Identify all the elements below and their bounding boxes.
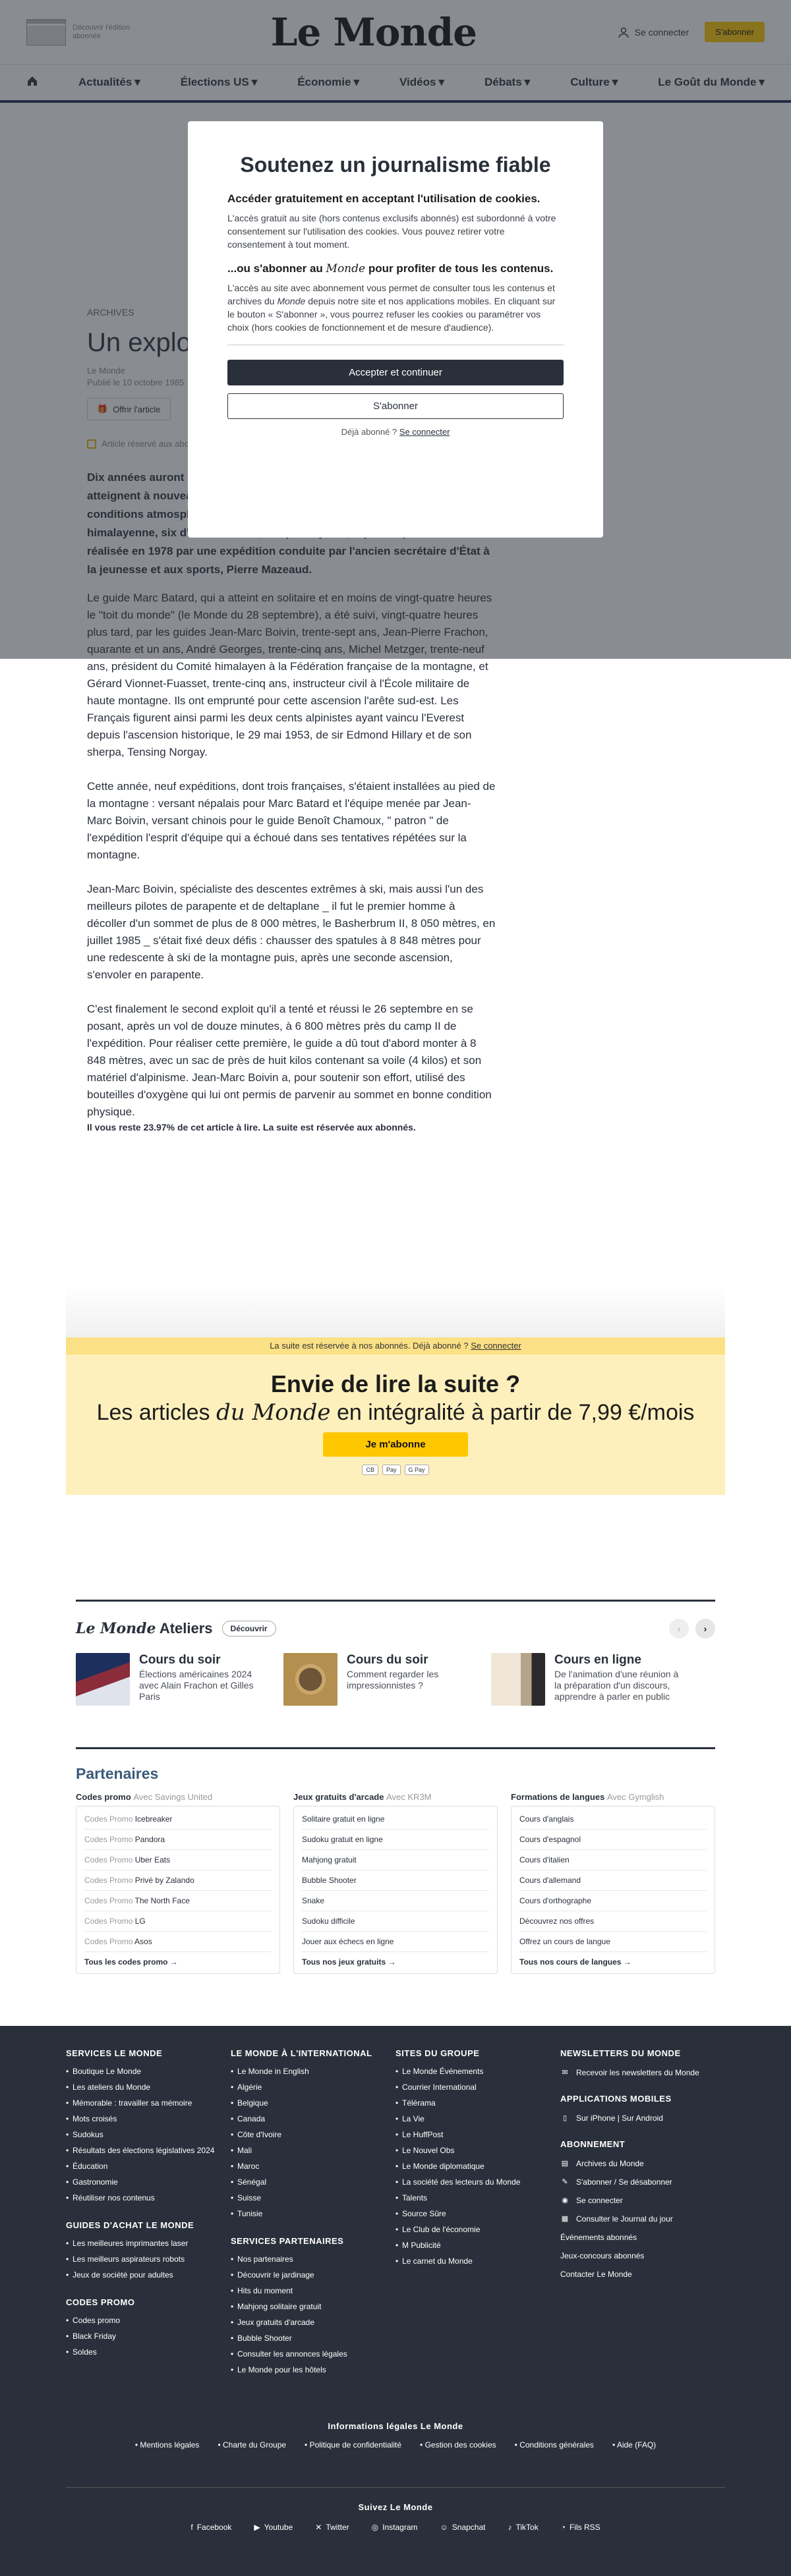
card-icon: CB [362, 1465, 378, 1475]
footer-link[interactable]: • Codes promo [66, 2312, 231, 2328]
footer-link[interactable]: • Consulter les annonces légales [231, 2346, 396, 2362]
footer-link[interactable]: • Le Monde diplomatique [396, 2158, 560, 2174]
partner-link[interactable]: Codes Promo Pandora [84, 1830, 272, 1850]
chevron-left-icon[interactable]: ‹ [669, 1619, 689, 1638]
footer-link[interactable]: • Nos partenaires [231, 2251, 396, 2267]
article-paragraph: Jean-Marc Boivin, spécialiste des descentes extrêmes à ski, mais aussi l'un des meilleurs pilotes de parapente et de deltaplane _ il fut le premier homme à décoller d'un sommet de plus de 8 000 mètres, le Basherbrum II, 8 050 mètres, en juillet 1985 _ s'était fixé deux défis : chausser des spatules à 8 848 mètres pour une redescente à ski de la montagne puis, après une seconde ascension, s'envoler en parapente. [87, 883, 496, 981]
all-promo-link[interactable]: Tous les codes promo → [84, 1957, 178, 1967]
paywall-top-bar: La suite est réservée à nos abonnés. Déjà abonné ? Se connecter [66, 1337, 725, 1355]
modal-login-link[interactable]: Se connecter [399, 427, 450, 437]
newsletters-link[interactable]: ✉ Recevoir les newsletters du Monde [560, 2063, 725, 2082]
article-paragraph: Cette année, neuf expéditions, dont trois françaises, s'étaient installées au pied de la montagne : versant népalais pour Marc Batard et l'équipe menée par Jean-Marc Boivin, versant chinois pour le guide Benoît Chamoux, " patron " de l'expédition l'esprit d'équipe qui a échoué dans ses tentatives répétées sur la montagne. [87, 780, 496, 861]
footer-heading: NEWSLETTERS DU MONDE [560, 2048, 681, 2058]
legal-link[interactable]: • Mentions légales [135, 2440, 200, 2450]
footer-heading: SITES DU GROUPE [396, 2048, 480, 2058]
modal-text-free: L'accès gratuit au site (hors contenus exclusifs abonnés) est subordonné à votre consentement sur l'utilisation des cookies. Vous pouvez retirer votre consentement à tout moment. [227, 213, 556, 250]
footer-link[interactable]: • Les ateliers du Monde [66, 2079, 231, 2095]
card-image [76, 1653, 130, 1706]
atelier-card[interactable] [283, 1653, 478, 1732]
modal-subscribe-button[interactable]: S'abonner [227, 393, 564, 419]
footer-sub-link[interactable]: Événements abonnés [560, 2233, 637, 2242]
footer-link[interactable]: • Le Nouvel Obs [396, 2142, 560, 2158]
card-text: De l'animation d'une réunion à la préparation d'un discours, apprendre à parler en public [554, 1669, 679, 1702]
x-icon: ✕ [315, 2523, 322, 2532]
footer-link[interactable]: • Algérie [231, 2079, 396, 2095]
footer-link[interactable]: • Le Monde pour les hôtels [231, 2362, 396, 2378]
card-title: Cours en ligne [554, 1653, 641, 1667]
modal-heading-subscribe: ...ou s'abonner au Monde pour profiter de tous les contenus. [227, 262, 554, 275]
atelier-card[interactable] [491, 1653, 686, 1732]
footer-heading: ABONNEMENT [560, 2139, 626, 2149]
partner-link[interactable]: Sudoku difficile [302, 1911, 489, 1932]
partner-link[interactable]: Cours d'orthographe [519, 1891, 707, 1911]
footer-link[interactable]: • Canada [231, 2111, 396, 2127]
partners-section [76, 1747, 715, 1974]
footer-link[interactable]: • Hits du moment [231, 2283, 396, 2299]
footer-link[interactable]: • Black Friday [66, 2328, 231, 2344]
partner-link[interactable]: Codes Promo Uber Eats [84, 1850, 272, 1870]
footer-column [560, 2048, 725, 2392]
footer-link[interactable]: • Source Sûre [396, 2206, 560, 2222]
partner-column [76, 1792, 280, 1974]
modal-login-line: Déjà abonné ? Se connecter [341, 427, 450, 437]
footer-link[interactable]: • Les meilleurs aspirateurs robots [66, 2251, 231, 2267]
legal-section [66, 2421, 725, 2450]
footer-link[interactable]: • Soldes [66, 2344, 231, 2360]
footer-link[interactable]: • Jeux de société pour adultes [66, 2267, 231, 2283]
footer-link[interactable]: • Bubble Shooter [231, 2330, 396, 2346]
footer-link[interactable]: • Côte d'Ivoire [231, 2127, 396, 2142]
card-image [491, 1653, 545, 1706]
follow-title: Suivez Le Monde [358, 2502, 433, 2512]
legal-link[interactable]: • Gestion des cookies [420, 2440, 496, 2450]
site-footer [0, 2026, 791, 2576]
partner-link[interactable]: Solitaire gratuit en ligne [302, 1809, 489, 1830]
footer-link[interactable]: • Découvrir le jardinage [231, 2267, 396, 2283]
footer-sub-link[interactable]: Jeux-concours abonnés [560, 2251, 645, 2260]
partner-link[interactable]: Codes Promo Icebreaker [84, 1809, 272, 1830]
card-text: Comment regarder les impressionnistes ? [347, 1669, 439, 1691]
legal-link[interactable]: • Conditions générales [515, 2440, 594, 2450]
paywall-login-link[interactable]: Se connecter [471, 1341, 521, 1351]
partners-title: Partenaires [76, 1765, 159, 1782]
article-paragraph: ans, président du Comité himalayen à la Fédération française de la montagne, et Gérard Vionnet-Fuasset, trente-cinq ans, instructeur civil à l'École militaire de haute montagne. Ils ont emprunté pour cette ascension l'arête sud-est. Les Français figurent ainsi parmi les deux cents alpinistes ayant vaincu l'Everest depuis l'ascension historique, le 29 mai 1953, de sir Edmond Hillary et de son sherpa, Tensing Norgay. [87, 660, 488, 758]
card-image [283, 1653, 337, 1706]
partner-column-title: Jeux gratuits d'arcade Avec KR3M [293, 1792, 432, 1802]
paywall-subtitle: Les articles du Monde en intégralité à partir de 7,99 €/mois [96, 1399, 695, 1426]
footer-link[interactable]: • Le HuffPost [396, 2127, 560, 2142]
ateliers-title: Le Monde Ateliers [76, 1620, 213, 1637]
partner-link[interactable]: Découvrez nos offres [519, 1911, 707, 1932]
archive-icon: ▤ [561, 2160, 569, 2168]
footer-sub-link[interactable]: ▦ Consulter le Journal du jour [561, 2214, 673, 2224]
apple-pay-icon: Pay [382, 1465, 401, 1475]
partner-column [293, 1792, 498, 1974]
card-text: Élections américaines 2024 avec Alain Frachon et Gilles Paris [139, 1669, 254, 1702]
footer-column [396, 2048, 560, 2392]
footer-link[interactable]: • Boutique Le Monde [66, 2063, 231, 2079]
legal-link[interactable]: • Politique de confidentialité [305, 2440, 401, 2450]
footer-heading: APPLICATIONS MOBILES [560, 2094, 672, 2104]
partner-link[interactable]: Cours d'allemand [519, 1870, 707, 1891]
rss-icon: ◔ [560, 2523, 566, 2532]
partner-column-title: Formations de langues Avec Gymglish [511, 1792, 664, 1802]
instagram-icon: ◎ [371, 2523, 379, 2532]
footer-link[interactable]: • Jeux gratuits d'arcade [231, 2314, 396, 2330]
footer-link[interactable]: • Mahjong solitaire gratuit [231, 2299, 396, 2314]
all-games-link[interactable]: Tous nos jeux gratuits → [302, 1957, 396, 1967]
partner-link[interactable]: Codes Promo Asos [84, 1932, 272, 1952]
modal-heading-free: Accéder gratuitement en acceptant l'utilisation de cookies. [227, 192, 541, 205]
instagram-link[interactable]: ◎ Instagram [371, 2523, 418, 2532]
partner-link[interactable]: Cours d'italien [519, 1850, 707, 1870]
facebook-link[interactable]: f Facebook [190, 2523, 232, 2532]
accept-cookies-button[interactable]: Accepter et continuer [227, 360, 564, 385]
footer-link[interactable]: • Mémorable : travailler sa mémoire [66, 2095, 231, 2111]
footer-link[interactable]: • Mali [231, 2142, 396, 2158]
partner-link[interactable]: Codes Promo LG [84, 1911, 272, 1932]
footer-link[interactable]: • Suisse [231, 2190, 396, 2206]
legal-link[interactable]: • Aide (FAQ) [612, 2440, 656, 2450]
paywall-title: Envie de lire la suite ? [270, 1370, 521, 1397]
atelier-card[interactable] [76, 1653, 270, 1732]
partner-link[interactable]: Bubble Shooter [302, 1870, 489, 1891]
footer-link[interactable]: • Les meilleures imprimantes laser [66, 2235, 231, 2251]
footer-heading: SERVICES LE MONDE [66, 2048, 163, 2058]
footer-link[interactable]: • Tunisie [231, 2206, 396, 2222]
phone-icon: ▯ [562, 2114, 568, 2122]
article-paragraph: C'est finalement le second exploit qu'il a tenté et réussi le 26 septembre en se posant, après un vol de douze minutes, à 6 800 mètres près du camp II de l'expédition. Pour réaliser cette première, le guide a dû tout d'abord monter à 8 848 mètres, avec un sac de près de huit kilos contenant sa voile (4 kilos) et son matériel d'alpinisme. Jean-Marc Boivin a, pour soutenir son effort, utilisé des bouteilles d'oxygène qui lui ont permis de parvenir au sommet en bonne condition physique. [87, 1003, 492, 1118]
footer-link[interactable]: • M Publicité [396, 2237, 560, 2253]
footer-link[interactable]: • La Vie [396, 2111, 560, 2127]
footer-heading: CODES PROMO [66, 2297, 135, 2307]
footer-sub-link[interactable]: ◉ Se connecter [560, 2191, 725, 2210]
footer-link[interactable]: • Télérama [396, 2095, 560, 2111]
remaining-notice: Il vous reste 23.97% de cet article à lire. La suite est réservée aux abonnés. [87, 1122, 416, 1133]
legal-title: Informations légales Le Monde [328, 2421, 463, 2431]
footer-link[interactable]: • Belgique [231, 2095, 396, 2111]
user-icon: ◉ [562, 2197, 568, 2204]
partner-link[interactable]: Cours d'anglais [519, 1809, 707, 1830]
modal-text-subscribe: L'accès au site avec abonnement vous permet de consulter tous les contenus et archives du Monde depuis notre site et nos applications mobiles. En cliquant sur le bouton « S'abonner », vous pourrez refuser les cookies ou paramétrer vos choix (hors cookies de fonctionnement et de mesure d'audience). [227, 283, 556, 333]
partner-link[interactable]: Snake [302, 1891, 489, 1911]
ateliers-section [76, 1600, 715, 1732]
footer-link[interactable]: • Courrier International [396, 2079, 560, 2095]
cookie-consent-modal [188, 121, 603, 538]
footer-link[interactable]: • Gastronomie [66, 2174, 231, 2190]
partner-link[interactable]: Cours d'espagnol [519, 1830, 707, 1850]
footer-heading: LE MONDE À L'INTERNATIONAL [231, 2048, 372, 2058]
youtube-icon: ▶ [254, 2523, 260, 2532]
footer-link[interactable]: • Le Monde in English [231, 2063, 396, 2079]
footer-column [231, 2048, 396, 2392]
partner-link[interactable]: Offrez un cours de langue [519, 1932, 707, 1952]
partner-link[interactable]: Codes Promo The North Face [84, 1891, 272, 1911]
mail-icon: ✉ [562, 2069, 568, 2077]
partner-column-title: Codes promo Avec Savings United [76, 1792, 213, 1802]
footer-link[interactable]: • Résultats des élections législatives 2024 [66, 2142, 231, 2158]
footer-heading: GUIDES D'ACHAT LE MONDE [66, 2220, 194, 2230]
card-title: Cours du soir [347, 1653, 428, 1667]
footer-link[interactable]: • Éducation [66, 2158, 231, 2174]
paywall [66, 1337, 725, 1495]
youtube-link[interactable]: ▶ Youtube [254, 2523, 293, 2532]
newspaper-icon: ▦ [561, 2215, 569, 2223]
footer-link[interactable]: • Le Monde Événements [396, 2063, 560, 2079]
google-pay-icon: G Pay [405, 1465, 429, 1475]
tiktok-link[interactable]: ♪ TikTok [508, 2523, 539, 2532]
footer-link[interactable]: • Maroc [231, 2158, 396, 2174]
partner-link[interactable]: Sudoku gratuit en ligne [302, 1830, 489, 1850]
footer-link[interactable]: • Le Club de l'économie [396, 2222, 560, 2237]
partner-column [511, 1792, 715, 1974]
subscribe-icon: ✎ [562, 2178, 568, 2186]
rss-link[interactable]: ◔ Fils RSS [560, 2523, 601, 2532]
modal-title: Soutenez un journalisme fiable [240, 153, 551, 177]
partner-link[interactable]: Codes Promo Privé by Zalando [84, 1870, 272, 1891]
chevron-right-icon[interactable]: › [695, 1619, 715, 1638]
snapchat-icon: ☺ [440, 2523, 448, 2532]
twitter-link[interactable]: ✕ Twitter [315, 2523, 349, 2532]
footer-link[interactable]: • Sénégal [231, 2174, 396, 2190]
partner-link[interactable]: Jouer aux échecs en ligne [302, 1932, 489, 1952]
partner-link[interactable]: Mahjong gratuit [302, 1850, 489, 1870]
all-languages-link[interactable]: Tous nos cours de langues → [519, 1957, 631, 1967]
payment-methods [66, 1465, 725, 1475]
paywall-subscribe-button[interactable]: Je m'abonne [323, 1432, 468, 1457]
footer-column [66, 2048, 231, 2392]
footer-sub-link[interactable]: Contacter Le Monde [560, 2270, 632, 2279]
apps-link[interactable]: ▯ Sur iPhone | Sur Android [560, 2109, 725, 2127]
paywall-fade [66, 1285, 725, 1337]
footer-heading: SERVICES PARTENAIRES [231, 2236, 344, 2246]
footer-link[interactable]: • Réutiliser nos contenus [66, 2190, 231, 2206]
footer-link[interactable]: • Sudokus [66, 2127, 231, 2142]
footer-sub-link[interactable]: ✎ S'abonner / Se désabonner [560, 2173, 725, 2191]
discover-button[interactable]: Découvrir [222, 1621, 276, 1637]
legal-link[interactable]: • Charte du Groupe [218, 2440, 286, 2450]
footer-sub-link[interactable]: ▤ Archives du Monde [561, 2159, 644, 2168]
card-title: Cours du soir [139, 1653, 221, 1667]
footer-link[interactable]: • La société des lecteurs du Monde [396, 2174, 560, 2190]
footer-link[interactable]: • Le carnet du Monde [396, 2253, 560, 2269]
snapchat-link[interactable]: ☺ Snapchat [440, 2523, 486, 2532]
follow-section [66, 2487, 725, 2532]
facebook-icon: f [190, 2523, 193, 2532]
footer-link[interactable]: • Talents [396, 2190, 560, 2206]
footer-link[interactable]: • Mots croisés [66, 2111, 231, 2127]
tiktok-icon: ♪ [508, 2523, 512, 2532]
